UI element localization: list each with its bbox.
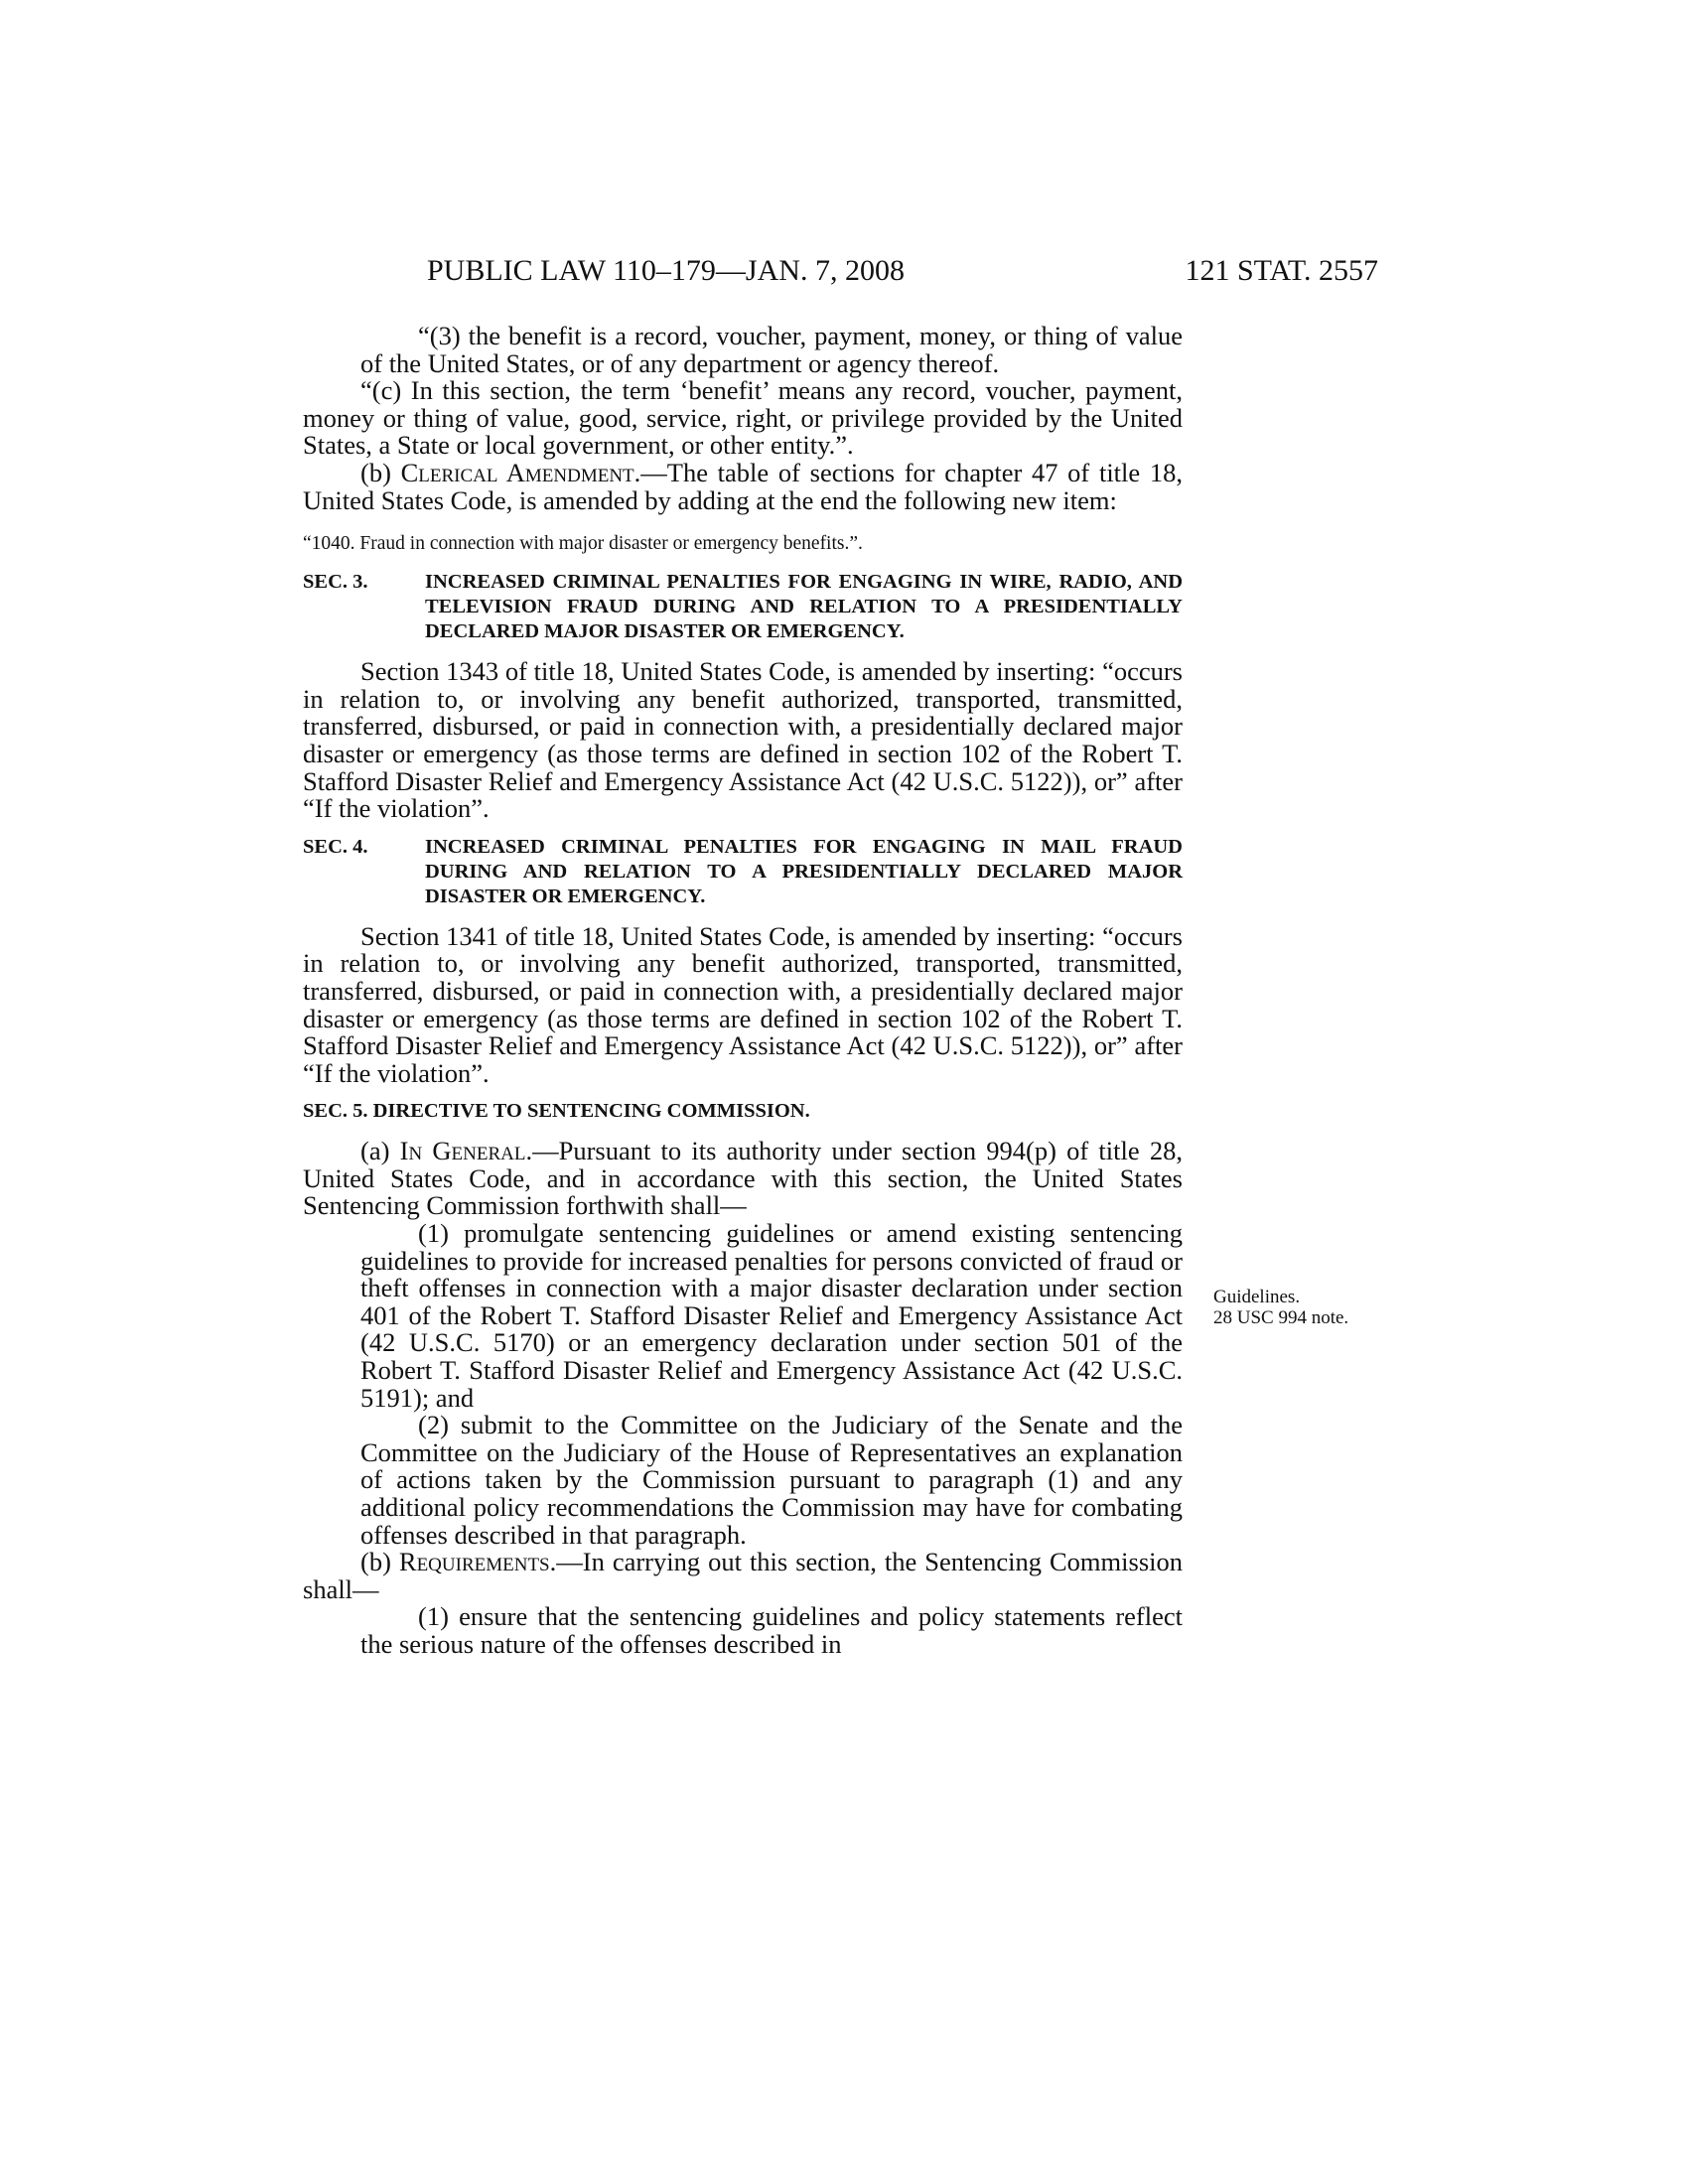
section-4-body: Section 1341 of title 18, United States Code, is amended by inserting: “occurs in relation to, or involving any benefit authorized, transported, transmitted, transferred, disbursed, or paid in connection with, a presidentially declared major disaster or emergency (as those terms are defined in section 102 of the Robert T. Stafford Disaster Relief and Emergency Assistance Act (42 U.S.C. 5122)), or” after “If the violation”.	[303, 920, 1183, 1088]
section-4-heading	[303, 835, 1183, 909]
section-3-body: Section 1343 of title 18, United States Code, is amended by inserting: “occurs in relation to, or involving any benefit authorized, transported, transmitted, transferred, disbursed, or paid in connection with, a presidentially declared major disaster or emergency (as those terms are defined in section 102 of the Robert T. Stafford Disaster Relief and Emergency Assistance Act (42 U.S.C. 5122)), or” after “If the violation”.	[303, 656, 1183, 824]
clerical-prefix: (b)	[360, 457, 401, 487]
section-3-heading	[303, 570, 1183, 644]
section-5-b-caption: Requirements.	[398, 1547, 557, 1577]
margin-note-guidelines: Guidelines.	[1213, 1287, 1301, 1307]
margin-note	[1213, 1287, 1412, 1328]
clerical-amendment	[303, 457, 1183, 515]
section-5-a	[303, 1138, 1183, 1220]
margin-note-usc: 28 USC 994 note.	[1213, 1307, 1349, 1328]
section-5-a-1: (1) promulgate sentencing guidelines or amend existing sentencing guidelines to provide for increased penalties for persons convicted of fraud or theft offenses in connection with a major disaster declaration under section 401 of the Robert T. Stafford Disaster Relief and Emergency Assistance Act (42 U.S.C. 5170) or an emergency declaration under section 501 of the Robert T. Stafford Disaster Relief and Emergency Assistance Act (42 U.S.C. 5191); and	[360, 1218, 1183, 1413]
paragraph-3: “(3) the benefit is a record, voucher, payment, money, or thing of value of the United States, or of any department or agency thereof.	[360, 321, 1183, 378]
running-header-page: 121 STAT. 2557	[1185, 254, 1378, 287]
clerical-text: —The table of sections for chapter 47 of title 18, United States Code, is amended by adding at the end the following new item:	[303, 457, 1183, 515]
table-of-sections-item: “1040. Fraud in connection with major disaster or emergency benefits.”.	[303, 533, 863, 555]
section-3-number: SEC. 3.	[303, 571, 368, 594]
section-5-b	[303, 1549, 1183, 1603]
clerical-caption: Clerical Amendment.	[400, 457, 641, 487]
section-4-title: INCREASED CRIMINAL PENALTIES FOR ENGAGING IN MAIL FRAUD DURING AND RELATION TO A PRESIDENTIALLY DECLARED MAJOR DISASTER OR EMERGENCY.	[425, 835, 1183, 907]
section-5-b-1: (1) ensure that the sentencing guidelines and policy statements reflect the serious nature of the offenses described in	[360, 1601, 1183, 1659]
section-3-title: INCREASED CRIMINAL PENALTIES FOR ENGAGING IN WIRE, RADIO, AND TELEVISION FRAUD DURING AND RELATION TO A PRESIDENTIALLY DECLARED MAJOR DISASTER OR EMERGENCY.	[425, 571, 1183, 643]
section-5-b-prefix: (b)	[360, 1547, 399, 1577]
section-5-heading: SEC. 5. DIRECTIVE TO SENTENCING COMMISSION.	[303, 1100, 810, 1123]
section-5-b-text: —In carrying out this section, the Sentencing Commission shall—	[303, 1547, 1183, 1604]
running-header-title: PUBLIC LAW 110–179—JAN. 7, 2008	[427, 254, 905, 287]
section-5-a-prefix: (a)	[360, 1136, 400, 1166]
section-4-number: SEC. 4.	[303, 835, 368, 858]
section-5-a-2: (2) submit to the Committee on the Judiciary of the Senate and the Committee on the Judiciary of the House of Representatives an explanation of actions taken by the Commission pursuant to paragraph (1) and any additional policy recommendations the Commission may have for combating offenses described in that paragraph.	[360, 1410, 1183, 1550]
paragraph-c: “(c) In this section, the term ‘benefit’ means any record, voucher, payment, money or thing of value, good, service, right, or privilege provided by the United States, a State or local government, or other entity.”.	[303, 375, 1183, 461]
section-5-a-text: —Pursuant to its authority under section 994(p) of title 28, United States Code, and in accordance with this section, the United States Sentencing Commission forthwith shall—	[303, 1136, 1183, 1221]
section-5-a-caption: In General.	[399, 1136, 533, 1166]
page-body	[303, 323, 1183, 1659]
